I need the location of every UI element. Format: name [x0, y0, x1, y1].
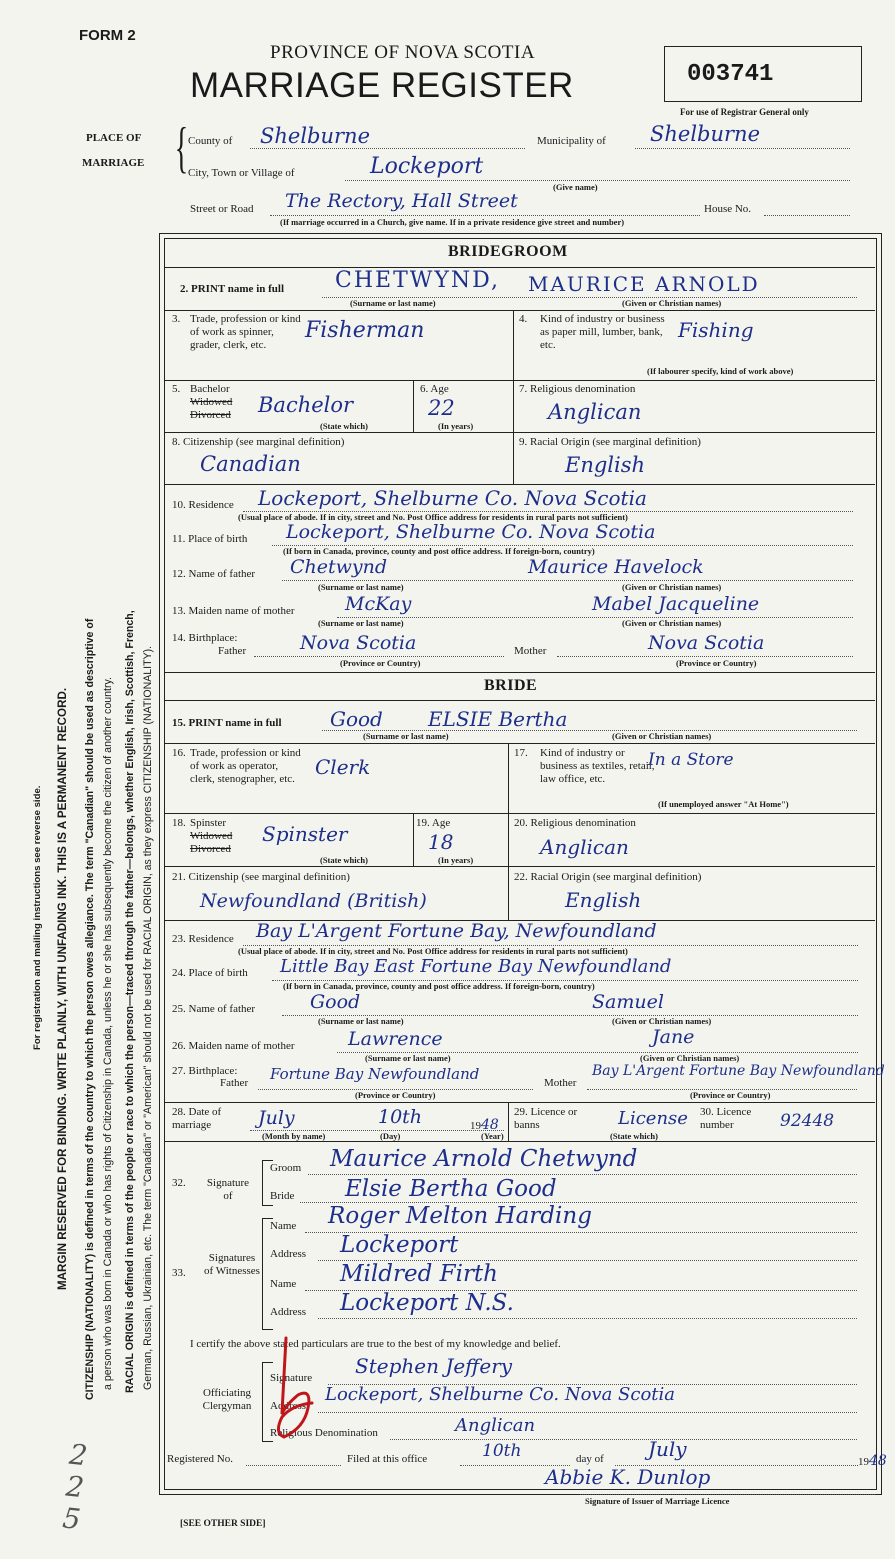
licence-number: 92448	[780, 1111, 835, 1131]
place-of-label: PLACE OF	[86, 132, 142, 144]
surname-note: (Surname or last name)	[350, 298, 436, 308]
margin-pencil-note: 2 2 5	[61, 1437, 89, 1537]
f5-options	[190, 383, 232, 422]
f11-label: 11. Place of birth	[172, 533, 248, 545]
divider	[513, 310, 514, 380]
f25-label: 25. Name of father	[172, 1003, 256, 1015]
bride-surname: Good	[330, 707, 383, 731]
witness1-address: Lockeport	[340, 1232, 459, 1258]
in-years-note: (In years)	[438, 421, 474, 431]
bride-industry: In a Store	[648, 750, 734, 770]
groom-mother-birthplace: Nova Scotia	[648, 632, 765, 654]
groom-sig-line	[308, 1174, 857, 1175]
see-other-side: [SEE OTHER SIDE]	[180, 1519, 266, 1529]
f14-label: 14. Birthplace:	[172, 632, 238, 644]
province-note: (Province or Country)	[340, 658, 421, 668]
bride-heading: BRIDE	[484, 677, 538, 694]
bride-religion: Anglican	[540, 835, 629, 859]
f8-label: 8. Citizenship (see marginal definition)	[172, 436, 345, 448]
bride-father-surname: Good	[310, 991, 361, 1013]
f27-label: 27. Birthplace:	[172, 1065, 238, 1077]
f29-label: 29. Licence or banns	[514, 1106, 578, 1131]
state-which-note: (State which)	[320, 421, 368, 431]
witness2-address-label: Address	[270, 1306, 307, 1318]
municipality-line	[635, 148, 850, 149]
issuer-signature: Abbie K. Dunlop	[545, 1465, 711, 1489]
f24-note: (If born in Canada, province, county and post office address. If foreign-born, country)	[283, 981, 595, 991]
f18-num: 18.	[172, 817, 186, 829]
bride-father-given: Samuel	[592, 991, 664, 1013]
divider	[164, 1141, 875, 1142]
father-label: Father	[218, 645, 247, 657]
bride-status: Spinster	[262, 822, 348, 846]
f33-num: 33.	[172, 1267, 186, 1279]
county-label: County of	[188, 135, 233, 147]
clergy-denom-label: Religious Denomination	[270, 1427, 378, 1439]
bride-mother-surname: Lawrence	[348, 1028, 443, 1050]
father-label: Father	[220, 1077, 249, 1089]
f4-note: (If labourer specify, kind of work above)	[647, 366, 794, 376]
f4-num: 4.	[519, 313, 528, 325]
month-note: (Month by name)	[262, 1131, 326, 1141]
page-title: MARRIAGE REGISTER	[190, 66, 574, 105]
divider	[164, 700, 875, 701]
registration-number: 003741	[687, 61, 774, 88]
marriage-day: 10th	[378, 1106, 423, 1128]
surname-note: (Surname or last name)	[365, 1053, 451, 1063]
f24-label: 24. Place of birth	[172, 967, 248, 979]
f16-num: 16.	[172, 747, 186, 759]
surname-note: (Surname or last name)	[318, 1016, 404, 1026]
surname-note: (Surname or last name)	[318, 618, 404, 628]
groom-mother-given: Mabel Jacqueline	[592, 593, 760, 615]
province-note: (Province or Country)	[690, 1090, 771, 1100]
form-label: FORM 2	[79, 27, 136, 44]
year-prefix: 19	[470, 1120, 481, 1132]
clergy-denom-line	[390, 1439, 857, 1440]
divider	[508, 813, 509, 866]
street-label: Street or Road	[190, 203, 254, 215]
groom-residence: Lockeport, Shelburne Co. Nova Scotia	[258, 486, 647, 510]
divider	[164, 866, 875, 867]
f5-bachelor: Bachelor	[190, 383, 230, 395]
f3-num: 3.	[172, 313, 181, 325]
divider	[164, 267, 875, 268]
f13-label: 13. Maiden name of mother	[172, 605, 295, 617]
witness2-name-label: Name	[270, 1278, 297, 1290]
certify-statement: I certify the above stated particulars are true to the best of my knowledge and belief.	[190, 1338, 561, 1350]
divider	[164, 380, 875, 381]
groom-surname: CHETWYND,	[335, 268, 500, 293]
margin-racial-def-2: German, Russian, Ukrainian, etc. The term "Canadian" or "American" should not be used for RACIAL ORIGIN, as they express CITIZENSHIP (NATIONALITY).	[142, 645, 154, 1390]
groom-citizenship: Canadian	[200, 452, 301, 476]
registered-label: Registered No.	[167, 1453, 233, 1465]
f32-label: Signature of	[206, 1177, 250, 1202]
divider	[508, 866, 509, 920]
f6-label: 6. Age	[420, 383, 449, 395]
bride-age: 18	[428, 830, 454, 854]
f11-note: (If born in Canada, province, county and post office address. If foreign-born, country)	[283, 546, 595, 556]
bride-mother-birthplace: Bay L'Argent Fortune Bay Newfoundland	[592, 1063, 885, 1079]
margin-binding-note: MARGIN RESERVED FOR BINDING. WRITE PLAINLY, WITH UNFADING INK. THIS IS A PERMANENT RECORD.	[56, 687, 69, 1290]
clergy-address-line	[318, 1412, 857, 1413]
state-which-note: (State which)	[320, 855, 368, 865]
street-note: (If marriage occurred in a Church, give name. If in a private residence give street and number)	[280, 217, 625, 227]
f20-label: 20. Religious denomination	[514, 817, 636, 829]
brace-glyph: {	[174, 117, 189, 179]
f18-widowed: Widowed	[190, 830, 233, 842]
groom-signature: Maurice Arnold Chetwynd	[330, 1146, 638, 1172]
margin-citizenship-def-1: CITIZENSHIP (NATIONALITY) is defined in terms of the country to which the person owes allegiance. The term "Canadian" should be used as descriptive of	[84, 618, 96, 1400]
f28-label: 28. Date of marriage	[172, 1106, 222, 1131]
day-of-label: day of	[576, 1453, 604, 1465]
province-note: (Province or Country)	[355, 1090, 436, 1100]
street-line	[270, 215, 700, 216]
divider	[508, 743, 509, 813]
given-note: (Given or Christian names)	[640, 1053, 740, 1063]
filed-year: 48	[869, 1453, 887, 1469]
divider	[508, 1102, 509, 1141]
in-years-note: (In years)	[438, 855, 474, 865]
registration-number-box	[664, 46, 862, 102]
bridegroom-heading: BRIDEGROOM	[448, 243, 568, 260]
given-note: (Given or Christian names)	[622, 582, 722, 592]
surname-note: (Surname or last name)	[318, 582, 404, 592]
groom-label: Groom	[270, 1162, 302, 1174]
house-label: House No.	[704, 203, 752, 215]
bride-signature: Elsie Bertha Good	[345, 1176, 557, 1202]
f3-label: Trade, profession or kind of work as spinner, grader, clerk, etc.	[190, 313, 301, 351]
given-note: (Given or Christian names)	[612, 731, 712, 741]
divider	[164, 672, 875, 673]
officiating-label: Officiating Clergyman	[202, 1387, 252, 1412]
f15-label: 15. PRINT name in full	[172, 717, 282, 729]
witness1-address-label: Address	[270, 1248, 307, 1260]
f22-label: 22. Racial Origin (see marginal definition)	[514, 871, 702, 883]
filed-year-prefix: 19	[858, 1456, 869, 1468]
province-note: (Province or Country)	[676, 658, 757, 668]
f17-note: (If unemployed answer "At Home")	[658, 799, 789, 809]
city-line	[345, 180, 850, 181]
issuer-label: Signature of Issuer of Marriage Licence	[585, 1496, 730, 1506]
f30-label: 30. Licence number	[700, 1106, 752, 1131]
filed-day: 10th	[482, 1441, 522, 1461]
bride-trade: Clerk	[315, 755, 371, 779]
f5-divorced: Divorced	[190, 409, 231, 421]
groom-father-birthplace: Nova Scotia	[300, 632, 417, 654]
witness1-name-label: Name	[270, 1220, 297, 1232]
f18-options	[190, 817, 232, 856]
f17-label: Kind of industry or business as textiles, retail, law office, etc.	[540, 747, 655, 785]
f32-num: 32.	[172, 1177, 186, 1189]
groom-father-given: Maurice Havelock	[528, 556, 704, 578]
witness2-address: Lockeport N.S.	[340, 1290, 514, 1316]
clergy-denomination: Anglican	[455, 1415, 536, 1436]
groom-birthplace: Lockeport, Shelburne Co. Nova Scotia	[286, 521, 656, 543]
divider	[513, 380, 514, 432]
given-note: (Given or Christian names)	[612, 1016, 712, 1026]
groom-age: 22	[428, 396, 455, 420]
county-value: Shelburne	[260, 124, 371, 148]
f33-label: Signatures of Witnesses	[204, 1252, 260, 1277]
f16-label: Trade, profession or kind of work as operator, clerk, stenographer, etc.	[190, 747, 301, 785]
clergy-address: Lockeport, Shelburne Co. Nova Scotia	[325, 1384, 676, 1405]
f21-label: 21. Citizenship (see marginal definition)	[172, 871, 350, 883]
f4-label: Kind of industry or business as paper mill, lumber, bank, etc.	[540, 313, 665, 351]
f10-note: (Usual place of abode. If in city, street and No. Post Office address for residents in rural parts not sufficient)	[238, 512, 628, 522]
bride-racial: English	[565, 888, 642, 912]
groom-father-surname: Chetwynd	[290, 556, 388, 578]
f18-spinster: Spinster	[190, 817, 227, 829]
groom-racial: English	[565, 453, 646, 477]
red-check-mark	[268, 1333, 328, 1441]
day-note: (Day)	[380, 1131, 401, 1141]
f19-label: 19. Age	[416, 817, 451, 829]
margin-instructions: For registration and mailing instructions see reverse side.	[32, 785, 43, 1050]
f17-num: 17.	[514, 747, 528, 759]
divider	[413, 813, 414, 866]
filed-month: July	[648, 1437, 687, 1461]
divider	[164, 813, 875, 814]
divider	[513, 432, 514, 484]
bride-mother-given: Jane	[652, 1026, 695, 1048]
clergy-sig-label: Signature	[270, 1372, 313, 1384]
marriage-month: July	[258, 1107, 295, 1129]
divider	[413, 380, 414, 432]
registered-line	[246, 1465, 341, 1466]
city-value: Lockeport	[370, 154, 484, 179]
divider	[164, 310, 875, 311]
bride-birthplace: Little Bay East Fortune Bay Newfoundland	[280, 956, 672, 977]
house-line	[764, 215, 850, 216]
municipality-label: Municipality of	[537, 135, 606, 147]
f26-label: 26. Maiden name of mother	[172, 1040, 295, 1052]
licence-type: License	[618, 1108, 688, 1129]
f2-label: 2. PRINT name in full	[180, 283, 285, 295]
street-value: The Rectory, Hall Street	[285, 190, 518, 212]
f5-num: 5.	[172, 383, 181, 395]
margin-citizenship-def-2: a person who was born in Canada or who has rights of Citizenship in Canada, unless he or she has subsequently become the citizen of another country.	[102, 677, 114, 1390]
clergy-signature: Stephen Jeffery	[355, 1354, 513, 1378]
father-birthplace-line	[254, 656, 504, 657]
given-note: (Given or Christian names)	[622, 298, 722, 308]
clergy-address-label: Address	[270, 1400, 307, 1412]
province-heading: PROVINCE OF NOVA SCOTIA	[270, 42, 536, 63]
give-name-note: (Give name)	[553, 182, 598, 192]
groom-industry: Fishing	[678, 318, 754, 342]
filed-label: Filed at this office	[347, 1453, 428, 1465]
f12-label: 12. Name of father	[172, 568, 256, 580]
divider	[164, 432, 875, 433]
groom-trade: Fisherman	[305, 318, 425, 343]
marriage-year: 48	[481, 1117, 499, 1133]
bride-father-birthplace: Fortune Bay Newfoundland	[270, 1065, 480, 1083]
marriage-label: MARRIAGE	[82, 157, 145, 169]
f18-divorced: Divorced	[190, 843, 231, 855]
f23-label: 23. Residence	[172, 933, 234, 945]
witness2-address-line	[318, 1318, 857, 1319]
bride-label: Bride	[270, 1190, 295, 1202]
given-note: (Given or Christian names)	[622, 618, 722, 628]
year-note: (Year)	[481, 1131, 504, 1141]
mother-label: Mother	[514, 645, 547, 657]
groom-status: Bachelor	[258, 393, 354, 417]
f23-note: (Usual place of abode. If in city, street and No. Post Office address for residents in rural parts not sufficient)	[238, 946, 628, 956]
state-which-note: (State which)	[610, 1131, 658, 1141]
registrar-note: For use of Registrar General only	[680, 107, 809, 117]
city-label: City, Town or Village of	[188, 167, 295, 179]
witness1-name: Roger Melton Harding	[328, 1203, 592, 1229]
f5-widowed: Widowed	[190, 396, 233, 408]
mother-birthplace-line	[557, 656, 853, 657]
bride-citizenship: Newfoundland (British)	[200, 890, 427, 912]
f7-label: 7. Religious denomination	[519, 383, 636, 395]
divider	[164, 1102, 875, 1103]
groom-religion: Anglican	[548, 400, 642, 424]
mother-label: Mother	[544, 1077, 577, 1089]
issuer-sig-line	[580, 1494, 875, 1495]
f9-label: 9. Racial Origin (see marginal definition)	[519, 436, 701, 448]
municipality-value: Shelburne	[650, 122, 761, 146]
father-line	[282, 580, 853, 581]
surname-note: (Surname or last name)	[363, 731, 449, 741]
county-line	[250, 148, 525, 149]
divider	[164, 484, 875, 485]
f10-label: 10. Residence	[172, 499, 234, 511]
bride-residence: Bay L'Argent Fortune Bay, Newfoundland	[256, 920, 657, 942]
mother-line	[337, 617, 853, 618]
margin-racial-def-1: RACIAL ORIGIN is defined in terms of the people or race to which the person—traced through the father—belongs, whether English, Irish, Scottish, French,	[124, 610, 136, 1393]
bride-given: ELSIE Bertha	[428, 707, 568, 731]
groom-mother-surname: McKay	[345, 593, 412, 615]
witness2-name: Mildred Firth	[340, 1261, 498, 1287]
divider	[164, 743, 875, 744]
groom-given: MAURICE ARNOLD	[528, 272, 760, 296]
